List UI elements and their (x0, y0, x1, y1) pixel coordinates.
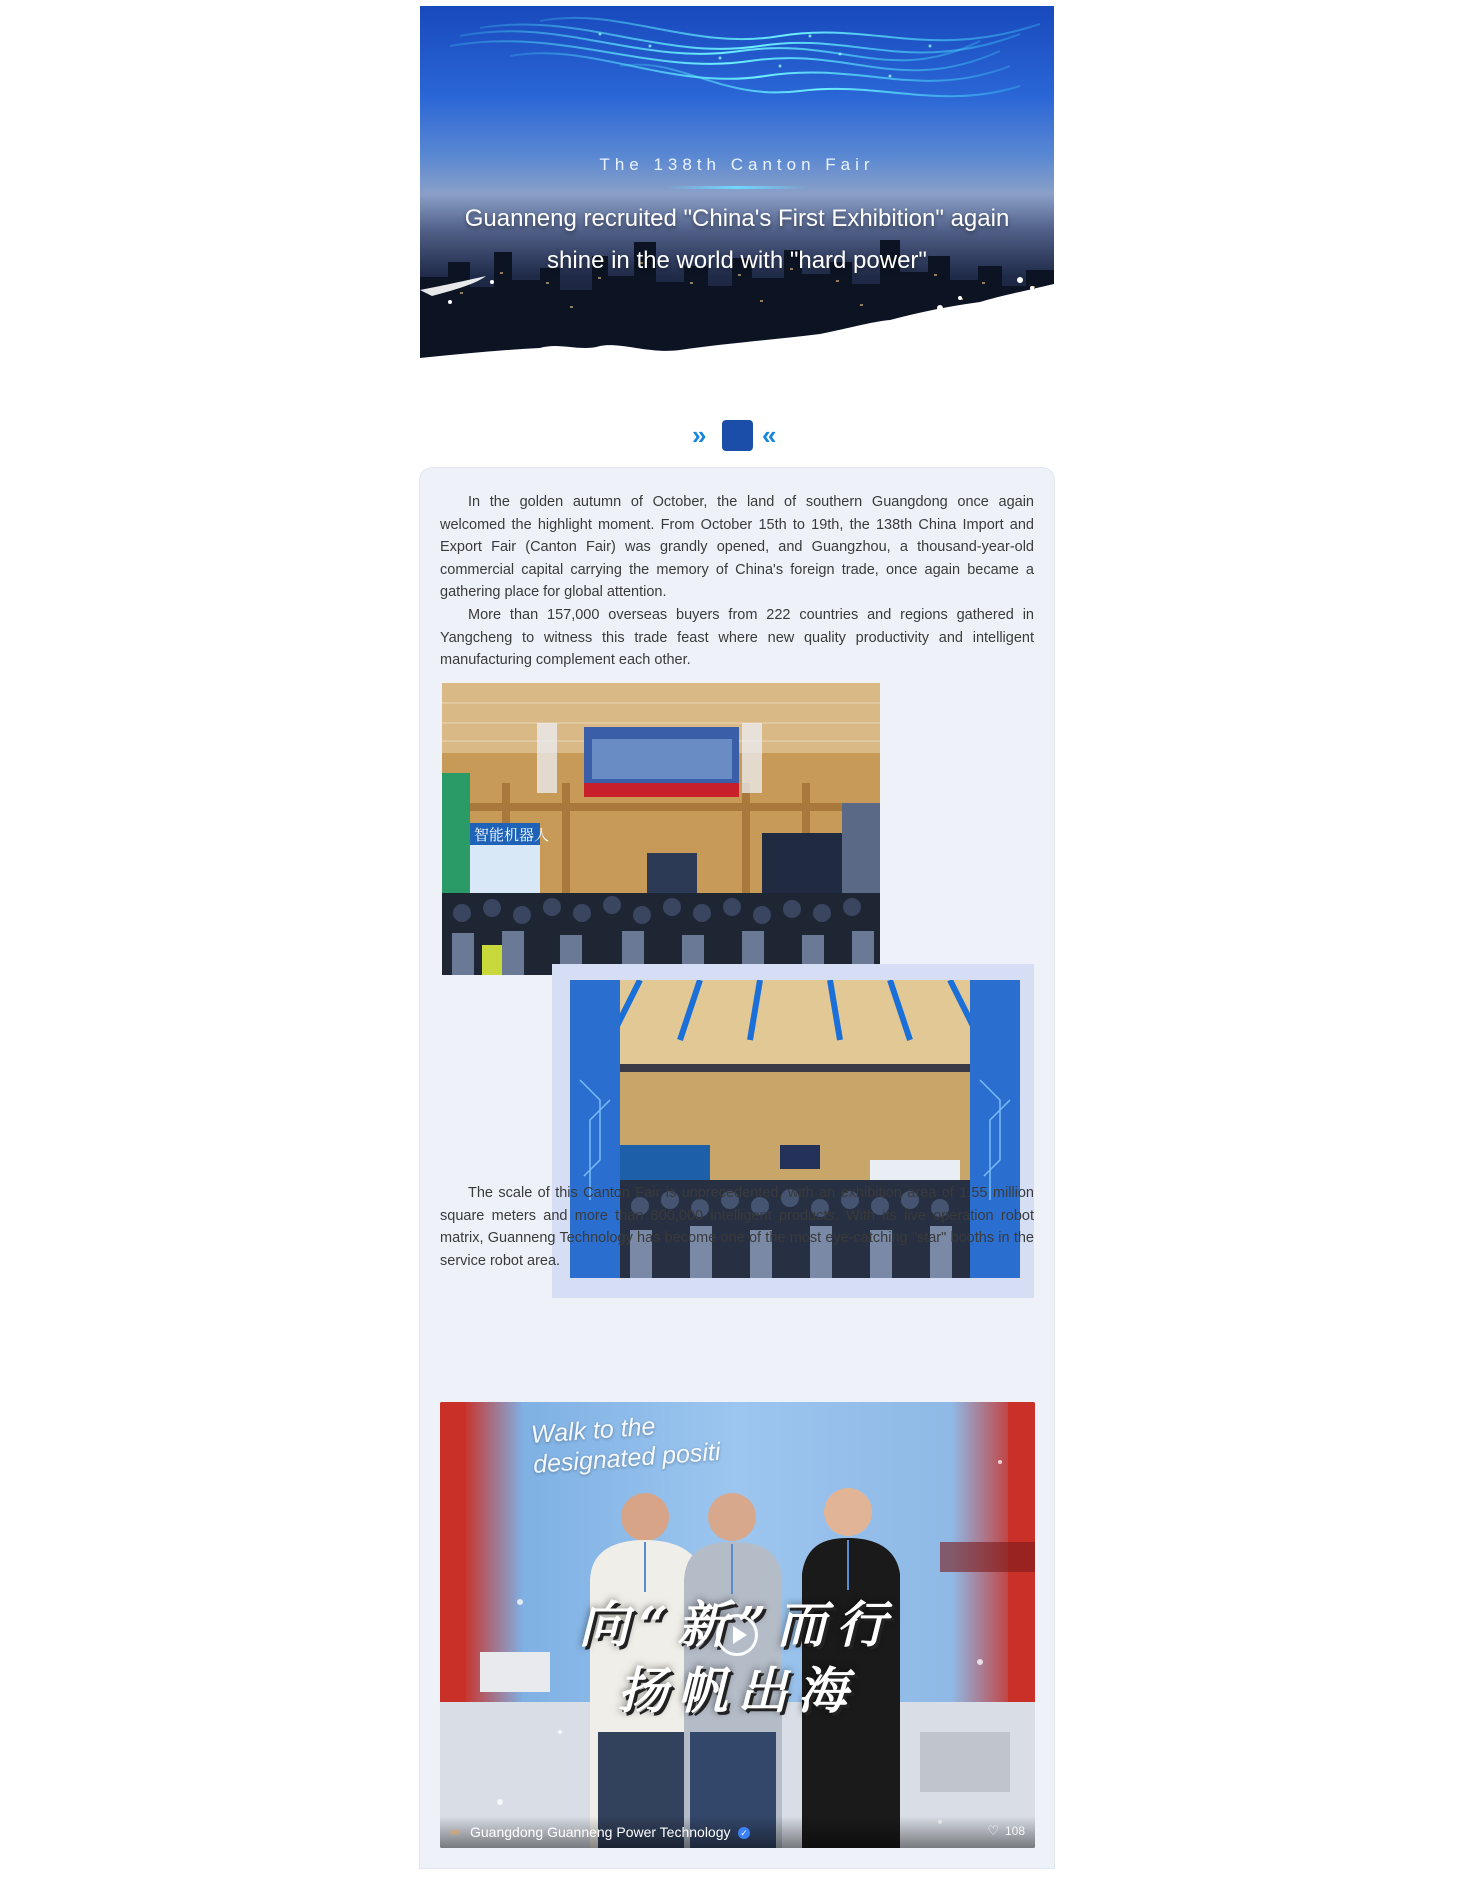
paragraph-intro: In the golden autumn of October, the land of southern Guangdong once again welcomed the highlight moment. From October 15th to 19th, the 138th China Import and Export Fair (Canton Fair) was grandly opened, and Guangzhou, a thousand-year-old commercial capital carrying the memory of China's foreign trade, once again became a gathering place for global attention. (440, 494, 1034, 600)
hero-banner (420, 6, 1054, 382)
content-card (420, 468, 1054, 1868)
double-chevron-right-icon: » (692, 420, 707, 450)
verified-badge-icon: ✓ (738, 1827, 750, 1839)
channel-logo-icon: ∞ (450, 1824, 460, 1839)
divider-square (722, 420, 753, 451)
double-chevron-left-icon: « (762, 420, 777, 450)
video-player[interactable] (440, 1402, 1035, 1848)
heart-icon[interactable]: ♡ (987, 1823, 999, 1838)
paragraph-buyers: More than 157,000 overseas buyers from 222 countries and regions gathered in Yangcheng to witness this trade feast where new quality productivity and intelligent manufacturing complement each other. (440, 607, 1034, 668)
article (420, 0, 1054, 1878)
robot-sign-text: 智能机器人 (474, 826, 550, 844)
channel-name[interactable]: Guangdong Guanneng Power Technology (470, 1824, 731, 1840)
video-overlay-title-line2: 扬帆出海 (617, 1661, 858, 1720)
play-button[interactable] (716, 1614, 758, 1656)
fair-hall-photo-1 (442, 683, 880, 975)
hero-divider-line (667, 186, 807, 189)
like-count: 108 (1004, 1824, 1025, 1838)
play-icon (733, 1626, 747, 1644)
video-overlay-caption: Walk to the designated positi (530, 1412, 722, 1479)
video-overlay-title (440, 1592, 1035, 1724)
video-overlay-title-line1: 向“新”而行 (578, 1595, 897, 1654)
brush-stroke-graphic (420, 262, 1054, 382)
light-wave-graphic (420, 6, 1054, 156)
hero-title: Guanneng recruited "China's First Exhibition" again shine in the world with "hard power" (464, 205, 1010, 274)
paragraph-scale: The scale of this Canton Fair is unprecedented, with an exhibition area of 1.55 million square meters and more than 800,000 intelligent products. With its live operation robot matrix, Guanneng Technology has become one of the most eye-catching "star" booths in the service robot area. (440, 1185, 1034, 1269)
video-info-bar (440, 1816, 1035, 1848)
hero-kicker: The 138th Canton Fair (599, 155, 875, 174)
section-divider (420, 418, 1054, 454)
